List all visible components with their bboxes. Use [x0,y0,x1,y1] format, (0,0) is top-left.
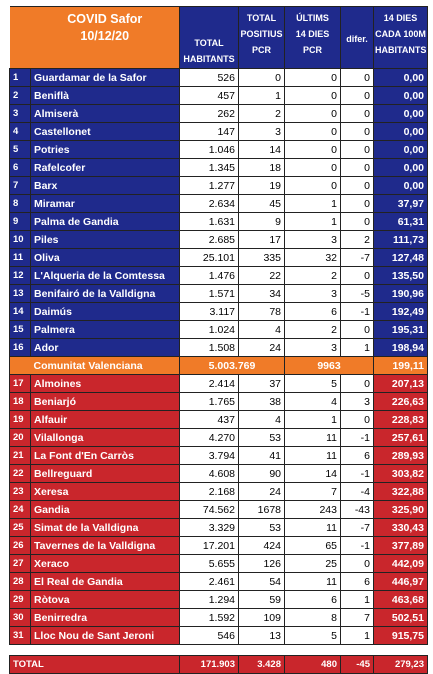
municipality-name: Ador [31,339,180,357]
municipality-name: Oliva [31,249,180,267]
ultims-14-dies-value: 0 [285,87,341,105]
row-index: 7 [10,177,31,195]
total-positius-value: 41 [239,447,285,465]
total-habitants-value: 546 [180,627,239,645]
total-row [10,656,428,674]
total-habitants-value: 17.201 [180,537,239,555]
total-label: TOTAL [10,656,180,674]
row-index: 24 [10,501,31,519]
total-habitants-value: 1.592 [180,609,239,627]
total-habitants-value: 1.345 [180,159,239,177]
municipality-name: Gandia [31,501,180,519]
table-row [10,267,428,285]
table-row [10,303,428,321]
table-row [10,429,428,447]
total-positius-value: 37 [239,375,285,393]
table-row [10,321,428,339]
total-positius-value: 109 [239,609,285,627]
total-habitants-value: 1.277 [180,177,239,195]
municipality-name: Piles [31,231,180,249]
total-habitants-value: 1.294 [180,591,239,609]
row-index: 28 [10,573,31,591]
header-total-positius [239,7,285,69]
table-row [10,87,428,105]
ultims-14-dies-value: 0 [285,159,341,177]
municipality-name: Rafelcofer [31,159,180,177]
row-index: 22 [10,465,31,483]
rate-per-100k-value: 226,63 [374,393,428,411]
municipality-name: Beniflà [31,87,180,105]
ultims-14-dies-value: 2 [285,321,341,339]
difer-value: 3 [341,393,374,411]
row-index: 8 [10,195,31,213]
difer-value: 1 [341,339,374,357]
ultims-14-dies-value: 5 [285,627,341,645]
rate-per-100k-value: 463,68 [374,591,428,609]
table-row [10,501,428,519]
rate-per-100k-value: 0,00 [374,123,428,141]
total-positius-value: 335 [239,249,285,267]
municipality-name: Almoines [31,375,180,393]
total-habitants-value: 4.608 [180,465,239,483]
ultims-14-dies-value: 0 [285,105,341,123]
ultims-14-dies-value: 11 [285,519,341,537]
total-positius-value: 24 [239,339,285,357]
ultims-14-dies-value: 32 [285,249,341,267]
total-habitants-value: 5.003.769 [180,357,285,375]
row-index: 2 [10,87,31,105]
row-index: 4 [10,123,31,141]
rate-per-100k-value: 0,00 [374,177,428,195]
table-row [10,195,428,213]
header-text: HABITANTS [375,45,427,55]
header-text: PCR [251,45,271,55]
header-14-dies-cada-100m [374,7,428,69]
table-row [10,555,428,573]
total-habitants-value: 437 [180,411,239,429]
row-index: 31 [10,627,31,645]
total-positius-value: 4 [239,321,285,339]
difer-value: 0 [341,375,374,393]
difer-value: -43 [341,501,374,519]
total-positius-value: 24 [239,483,285,501]
table-row [10,375,428,393]
covid-safor-table [9,6,427,674]
table-row [10,447,428,465]
total-habitants-value: 74.562 [180,501,239,519]
municipality-name: Barx [31,177,180,195]
rate-per-100k-value: 190,96 [374,285,428,303]
total-habitants-value: 1.046 [180,141,239,159]
total-positius-value: 78 [239,303,285,321]
municipality-name: Benirredra [31,609,180,627]
comunitat-valenciana-row [10,357,428,375]
table-row [10,591,428,609]
rate-per-100k-value: 195,31 [374,321,428,339]
ultims-14-dies-value: 65 [285,537,341,555]
difer-value: 1 [341,591,374,609]
ultims-14-dies-value: 1 [285,195,341,213]
difer-value: -1 [341,537,374,555]
rate-per-100k-value: 377,89 [374,537,428,555]
ultims-14-dies-value: 0 [285,177,341,195]
row-index: 13 [10,285,31,303]
row-index [10,357,31,375]
row-index: 9 [10,213,31,231]
ultims-14-dies-value: 0 [285,69,341,87]
difer-value: 0 [341,321,374,339]
total-habitants-value: 1.765 [180,393,239,411]
rate-per-100k-value: 502,51 [374,609,428,627]
ultims-14-dies-value: 480 [285,656,341,674]
rate-per-100k-value: 0,00 [374,159,428,177]
difer-value: 6 [341,573,374,591]
header-text: HABITANTS [183,54,235,64]
table-row [10,465,428,483]
difer-value: 0 [341,87,374,105]
ultims-14-dies-value: 6 [285,591,341,609]
total-positius-value: 14 [239,141,285,159]
table-row [10,339,428,357]
rate-per-100k-value: 915,75 [374,627,428,645]
title-line1: COVID Safor [67,12,143,26]
row-index: 14 [10,303,31,321]
total-positius-value: 0 [239,69,285,87]
total-positius-value: 3 [239,123,285,141]
table-row [10,609,428,627]
municipality-name: Tavernes de la Valldigna [31,537,180,555]
difer-value: 0 [341,555,374,573]
rate-per-100k-value: 135,50 [374,267,428,285]
title-spacer [10,7,31,69]
municipality-name: Almiserà [31,105,180,123]
total-habitants-value: 171.903 [180,656,239,674]
municipality-name: Simat de la Valldigna [31,519,180,537]
rate-per-100k-value: 330,43 [374,519,428,537]
total-positius-value: 13 [239,627,285,645]
total-positius-value: 53 [239,519,285,537]
row-index: 25 [10,519,31,537]
rate-per-100k-value: 0,00 [374,141,428,159]
total-habitants-value: 1.571 [180,285,239,303]
total-positius-value: 18 [239,159,285,177]
table-title [31,7,180,69]
header-text: POSITIUS [240,29,283,39]
difer-value: 2 [341,231,374,249]
municipality-name: Miramar [31,195,180,213]
header-text: difer. [346,34,368,44]
total-positius-value: 45 [239,195,285,213]
table-row [10,177,428,195]
municipality-name: Ròtova [31,591,180,609]
rate-per-100k-value: 0,00 [374,105,428,123]
total-habitants-value: 1.631 [180,213,239,231]
ultims-14-dies-value: 1 [285,411,341,429]
header-text: ÚLTIMS [296,13,329,23]
municipality-name: Bellreguard [31,465,180,483]
header-ultims-14-dies [285,7,341,69]
total-positius-value: 54 [239,573,285,591]
total-habitants-value: 2.461 [180,573,239,591]
table-row [10,141,428,159]
row-index: 30 [10,609,31,627]
table-row [10,537,428,555]
ultims-14-dies-value: 243 [285,501,341,519]
rate-per-100k-value: 279,23 [374,656,428,674]
total-habitants-value: 4.270 [180,429,239,447]
ultims-14-dies-value: 6 [285,303,341,321]
row-index: 10 [10,231,31,249]
difer-value: 0 [341,195,374,213]
total-positius-value: 2 [239,105,285,123]
difer-value: 0 [341,123,374,141]
rate-per-100k-value: 0,00 [374,87,428,105]
total-positius-value: 17 [239,231,285,249]
total-positius-value: 424 [239,537,285,555]
municipality-name: Beniarjó [31,393,180,411]
total-positius-value: 126 [239,555,285,573]
row-index: 26 [10,537,31,555]
total-habitants-value: 147 [180,123,239,141]
ultims-14-dies-value: 9963 [285,357,374,375]
ultims-14-dies-value: 2 [285,267,341,285]
header-text: CADA 100M [375,29,426,39]
ultims-14-dies-value: 1 [285,213,341,231]
ultims-14-dies-value: 3 [285,339,341,357]
municipality-name: Castellonet [31,123,180,141]
table-row [10,213,428,231]
rate-per-100k-value: 198,94 [374,339,428,357]
table-row [10,627,428,645]
total-habitants-value: 526 [180,69,239,87]
municipality-name: Lloc Nou de Sant Jeroni [31,627,180,645]
rate-per-100k-value: 199,11 [374,357,428,375]
spacer-row [10,645,428,656]
total-habitants-value: 1.024 [180,321,239,339]
data-table [9,6,428,674]
header-row [10,7,428,69]
total-habitants-value: 3.794 [180,447,239,465]
difer-value: 7 [341,609,374,627]
difer-value: 0 [341,177,374,195]
ultims-14-dies-value: 8 [285,609,341,627]
difer-value: -1 [341,465,374,483]
table-row [10,231,428,249]
header-text: TOTAL [194,38,224,48]
ultims-14-dies-value: 7 [285,483,341,501]
total-habitants-value: 457 [180,87,239,105]
difer-value: -1 [341,429,374,447]
municipality-name: Guardamar de la Safor [31,69,180,87]
municipality-name: Alfauir [31,411,180,429]
table-row [10,285,428,303]
row-index: 21 [10,447,31,465]
row-index: 3 [10,105,31,123]
rate-per-100k-value: 0,00 [374,69,428,87]
table-row [10,123,428,141]
difer-value: 1 [341,627,374,645]
total-positius-value: 3.428 [239,656,285,674]
row-index: 11 [10,249,31,267]
total-habitants-value: 2.414 [180,375,239,393]
header-difer [341,7,374,69]
ultims-14-dies-value: 25 [285,555,341,573]
table-row [10,159,428,177]
ultims-14-dies-value: 3 [285,231,341,249]
difer-value: 0 [341,411,374,429]
total-positius-value: 38 [239,393,285,411]
rate-per-100k-value: 289,93 [374,447,428,465]
rate-per-100k-value: 325,90 [374,501,428,519]
total-positius-value: 9 [239,213,285,231]
row-index: 19 [10,411,31,429]
difer-value: -7 [341,249,374,267]
municipality-name: Xeresa [31,483,180,501]
rate-per-100k-value: 111,73 [374,231,428,249]
table-row [10,393,428,411]
table-row [10,519,428,537]
total-habitants-value: 1.476 [180,267,239,285]
ultims-14-dies-value: 4 [285,393,341,411]
ultims-14-dies-value: 5 [285,375,341,393]
municipality-name: Palma de Gandia [31,213,180,231]
total-habitants-value: 1.508 [180,339,239,357]
municipality-name: Palmera [31,321,180,339]
difer-value: 6 [341,447,374,465]
region-name: Comunitat Valenciana [31,357,180,375]
difer-value: -45 [341,656,374,674]
municipality-name: Daimús [31,303,180,321]
ultims-14-dies-value: 3 [285,285,341,303]
difer-value: -7 [341,519,374,537]
rate-per-100k-value: 207,13 [374,375,428,393]
total-positius-value: 1 [239,87,285,105]
header-text: TOTAL [246,13,277,23]
municipality-name: Vilallonga [31,429,180,447]
row-index: 16 [10,339,31,357]
total-positius-value: 34 [239,285,285,303]
row-index: 15 [10,321,31,339]
table-row [10,573,428,591]
total-positius-value: 22 [239,267,285,285]
row-index: 17 [10,375,31,393]
difer-value: 0 [341,69,374,87]
municipality-name: L'Alqueria de la Comtessa [31,267,180,285]
row-index: 1 [10,69,31,87]
ultims-14-dies-value: 11 [285,573,341,591]
municipality-name: Benifairó de la Valldigna [31,285,180,303]
rate-per-100k-value: 61,31 [374,213,428,231]
difer-value: -5 [341,285,374,303]
table-row [10,483,428,501]
table-row [10,249,428,267]
total-positius-value: 59 [239,591,285,609]
total-habitants-value: 5.655 [180,555,239,573]
rate-per-100k-value: 192,49 [374,303,428,321]
municipality-name: La Font d'En Carròs [31,447,180,465]
rate-per-100k-value: 303,82 [374,465,428,483]
rate-per-100k-value: 127,48 [374,249,428,267]
row-index: 23 [10,483,31,501]
difer-value: 0 [341,141,374,159]
rate-per-100k-value: 446,97 [374,573,428,591]
table-row [10,105,428,123]
total-positius-value: 19 [239,177,285,195]
row-index: 6 [10,159,31,177]
total-habitants-value: 2.168 [180,483,239,501]
total-positius-value: 90 [239,465,285,483]
table-row [10,69,428,87]
row-index: 18 [10,393,31,411]
table-row [10,411,428,429]
total-habitants-value: 25.101 [180,249,239,267]
total-positius-value: 4 [239,411,285,429]
header-text: 14 DIES [295,29,330,39]
ultims-14-dies-value: 0 [285,123,341,141]
rate-per-100k-value: 442,09 [374,555,428,573]
difer-value: 0 [341,267,374,285]
ultims-14-dies-value: 11 [285,429,341,447]
total-habitants-value: 262 [180,105,239,123]
rate-per-100k-value: 228,83 [374,411,428,429]
difer-value: -1 [341,303,374,321]
row-index: 20 [10,429,31,447]
row-index: 27 [10,555,31,573]
ultims-14-dies-value: 0 [285,141,341,159]
difer-value: -4 [341,483,374,501]
ultims-14-dies-value: 14 [285,465,341,483]
row-index: 5 [10,141,31,159]
row-index: 29 [10,591,31,609]
total-habitants-value: 2.634 [180,195,239,213]
difer-value: 0 [341,159,374,177]
total-positius-value: 1678 [239,501,285,519]
difer-value: 0 [341,105,374,123]
difer-value: 0 [341,213,374,231]
total-positius-value: 53 [239,429,285,447]
header-text: 14 DIES [383,13,418,23]
rate-per-100k-value: 37,97 [374,195,428,213]
total-habitants-value: 3.117 [180,303,239,321]
total-habitants-value: 3.329 [180,519,239,537]
header-total-habitants [180,7,239,69]
header-text: PCR [302,45,322,55]
municipality-name: Potries [31,141,180,159]
title-line2: 10/12/20 [80,29,130,43]
spacer-cell [10,645,428,656]
row-index: 12 [10,267,31,285]
rate-per-100k-value: 257,61 [374,429,428,447]
rate-per-100k-value: 322,88 [374,483,428,501]
municipality-name: Xeraco [31,555,180,573]
ultims-14-dies-value: 11 [285,447,341,465]
total-habitants-value: 2.685 [180,231,239,249]
municipality-name: El Real de Gandia [31,573,180,591]
